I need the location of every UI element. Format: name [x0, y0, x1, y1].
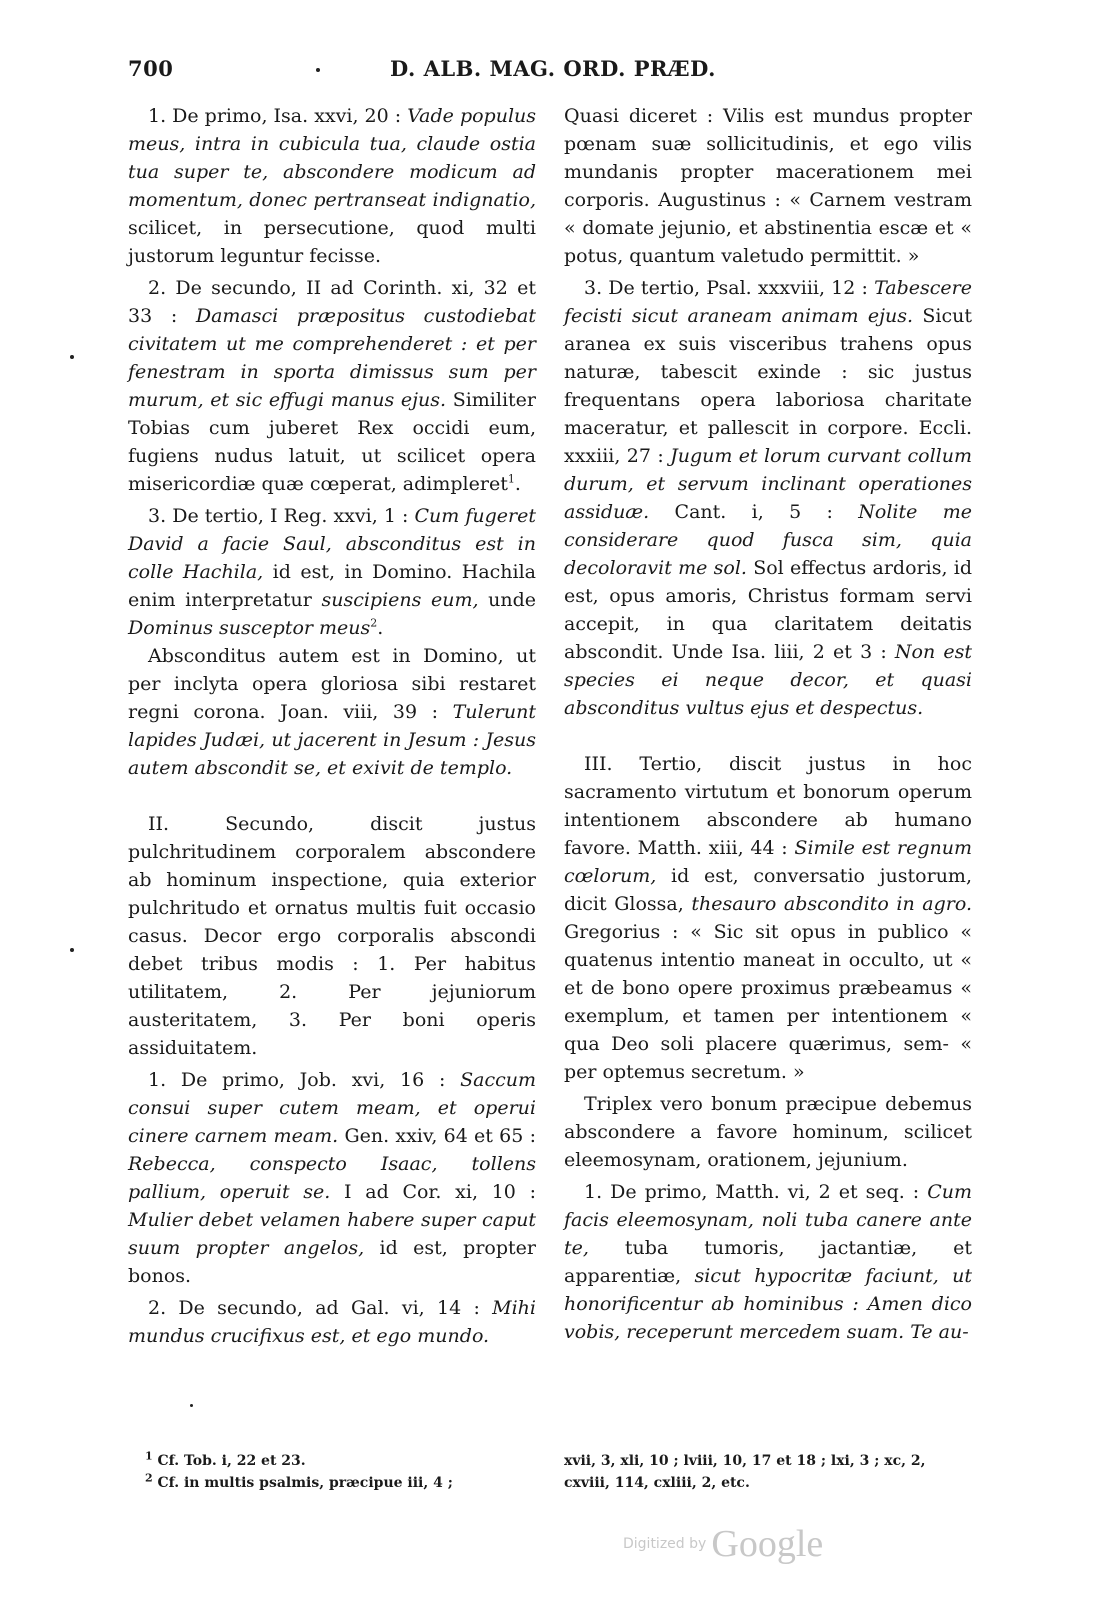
paragraph	[564, 1178, 972, 1346]
text: tuba tumoris, jactantiæ, et apparentiæ,	[564, 1237, 972, 1287]
quote: Dominus susceptor meus	[128, 617, 371, 639]
text: III. Tertio, discit justus in hoc sacramento virtutum et bonorum operum intentionem abscondere ab humano favore. Matth. xiii, 44 :	[564, 753, 972, 859]
text: Absconditus autem est in Domino, ut per inclyta opera gloriosa sibi restaret regni corona. Joan. viii, 39 :	[128, 645, 536, 723]
text: Cant. i, 5 :	[649, 501, 859, 523]
footnotes-right	[564, 1450, 972, 1494]
text: Sicut aranea ex suis visceribus trahens opus naturæ, tabescit exinde : sic justus frequentans opera laboriosa charitate maceratur, et pallescit in corpore. Eccli. xxxiii, 27 :	[564, 305, 972, 467]
footnote	[145, 1450, 537, 1472]
text: .	[514, 473, 521, 495]
scan-speck	[70, 355, 74, 359]
quote: Nolite me considerare quod fusca sim, quia decoloravit me sol.	[564, 501, 972, 579]
digitized-watermark	[623, 1522, 823, 1566]
quote: Damasci præpositus custodiebat civitatem ut me comprehenderet : et per fenestram in sporta dimissus sum per murum, et sic effugi manus ejus.	[128, 305, 536, 411]
scan-speck	[316, 68, 320, 72]
paragraph	[128, 502, 536, 642]
text: 1. De primo, Matth. vi, 2 et seq. :	[584, 1181, 928, 1203]
text: 1. De primo, Job. xvi, 16 :	[148, 1069, 461, 1091]
quote: Tabescere fecisti sicut araneam animam ejus.	[564, 277, 972, 327]
quote: Jugum et lorum curvant collum durum, et servum inclinant operationes assiduæ.	[564, 445, 972, 523]
text: 3. De tertio, I Reg. xxvi, 1 :	[148, 505, 415, 527]
paragraph: Quasi diceret : Vilis est mundus propter pœnam suæ sollicitudinis, et ego vilis mundanis propter macerationem mei corporis. Augustinus : « Carnem vestram « domate jejunio, et abstinentia escæ et « potus, quantum valetudo permittit. »	[564, 105, 972, 267]
watermark-prefix: Digitized by	[623, 1536, 707, 1552]
quote: sicut hypocritæ faciunt, ut honorificentur ab hominibus : Amen dico vobis, receperunt mercedem suam. Te au-	[564, 1265, 972, 1343]
footnotes-left	[145, 1450, 537, 1494]
text: 2. De secundo, II ad Corinth. xi, 32 et 33 :	[128, 277, 536, 327]
text: 1. De primo, Isa. xxvi, 20 :	[148, 105, 408, 127]
left-column	[128, 102, 536, 1350]
quote: suscipiens eum,	[321, 589, 479, 611]
quote: Non est species ei neque decor, et quasi absconditus vultus ejus et despectus.	[564, 641, 972, 719]
footnote-ref[interactable]: 1	[507, 472, 515, 486]
google-logo: Google	[711, 1523, 824, 1565]
paragraph	[128, 642, 536, 782]
text: id est, in Domino. Hachila enim interpretatur	[128, 561, 537, 611]
scan-speck	[190, 1404, 193, 1407]
quote: Mihi mundus crucifixus est, et ego mundo.	[128, 1297, 536, 1347]
quote: Simile est regnum cœlorum,	[564, 837, 972, 887]
running-title: D. ALB. MAG. ORD. PRÆD.	[390, 56, 716, 81]
text: unde	[478, 589, 536, 611]
footnote-continuation: xvii, 3, xli, 10 ; lviii, 10, 17 et 18 ; lxi, 3 ; xc, 2, cxviii, 114, cxliii, 2, etc.	[564, 1453, 926, 1491]
text: Sol effectus ardoris, id est, opus amoris, Christus formam servi accepit, in qua claritatem deitatis abscondit. Unde Isa. liii, 2 et 3 :	[564, 557, 972, 663]
text: scilicet, in persecutione, quod multi justorum leguntur fecisse.	[128, 217, 536, 267]
paragraph	[128, 274, 536, 498]
running-header	[128, 56, 968, 88]
paragraph: II. Secundo, discit justus pulchritudinem corporalem abscondere ab hominum inspectione, quia exterior pulchritudo et ornatus multis fuit occasio casus. Decor ergo corporalis abscondi debet tribus modis : 1. Per habitus utilitatem, 2. Per jejuniorum austeritatem, 3. Per boni operis assiduitatem.	[128, 813, 536, 1059]
text: 2. De secundo, ad Gal. vi, 14 :	[148, 1297, 493, 1319]
text: Gregorius : « Sic sit opus in publico « quatenus intentio maneat in occulto, ut « et de bono opere proximus præbeamus « exemplum, et tamen per intentionem « qua Deo soli placere quærimus, sem- « per optemus secretum. »	[564, 921, 972, 1083]
footnote-mark: 1	[145, 1449, 153, 1463]
paragraph	[564, 274, 972, 722]
right-column	[564, 102, 972, 1346]
quote: thesauro abscondito in agro.	[691, 893, 973, 915]
quote: Tulerunt lapides Judæi, ut jacerent in Jesum : Jesus autem abscondit se, et exivit de templo.	[128, 701, 536, 779]
text: Similiter Tobias cum juberet Rex occidi eum, fugiens nudus latuit, ut scilicet opera misericordiæ quæ cœperat, adimpleret	[128, 389, 536, 495]
footnote-mark: 2	[145, 1471, 153, 1485]
quote: Cum fugeret David a facie Saul, absconditus est in colle Hachila,	[128, 505, 536, 583]
quote: Rebecca, conspecto Isaac, tollens pallium, operuit se.	[128, 1153, 536, 1203]
text: 3. De tertio, Psal. xxxviii, 12 :	[584, 277, 875, 299]
quote: Cum facis eleemosynam, noli tuba canere ante te,	[564, 1181, 972, 1259]
footnote-text: Cf. in multis psalmis, præcipue iii, 4 ;	[157, 1475, 453, 1491]
paragraph	[128, 1066, 536, 1290]
text: .	[377, 617, 384, 639]
paragraph	[128, 1294, 536, 1350]
page-number: 700	[128, 56, 174, 81]
paragraph	[564, 750, 972, 1086]
text: id est, conversatio justorum, dicit Glossa,	[564, 865, 972, 915]
quote: Vade populus meus, intra in cubicula tua, claude ostia tua super te, abscondere modicum ad momentum, donec pertranseat indignatio,	[128, 105, 537, 211]
quote: Mulier debet velamen habere super caput suum propter angelos,	[128, 1209, 536, 1259]
footnote-text: Cf. Tob. i, 22 et 23.	[157, 1453, 306, 1469]
paragraph	[128, 102, 536, 270]
text: Gen. xxiv, 64 et 65 :	[338, 1125, 536, 1147]
text: id est, propter bonos.	[128, 1237, 536, 1287]
text: I ad Cor. xi, 10 :	[330, 1181, 536, 1203]
quote: Saccum consui super cutem meam, et operui cinere carnem meam.	[128, 1069, 536, 1147]
footnote	[145, 1472, 537, 1494]
scan-speck	[70, 948, 74, 952]
paragraph: Triplex vero bonum præcipue debemus abscondere a favore hominum, scilicet eleemosynam, orationem, jejunium.	[564, 1093, 972, 1171]
footnote-ref[interactable]: 2	[370, 616, 378, 630]
